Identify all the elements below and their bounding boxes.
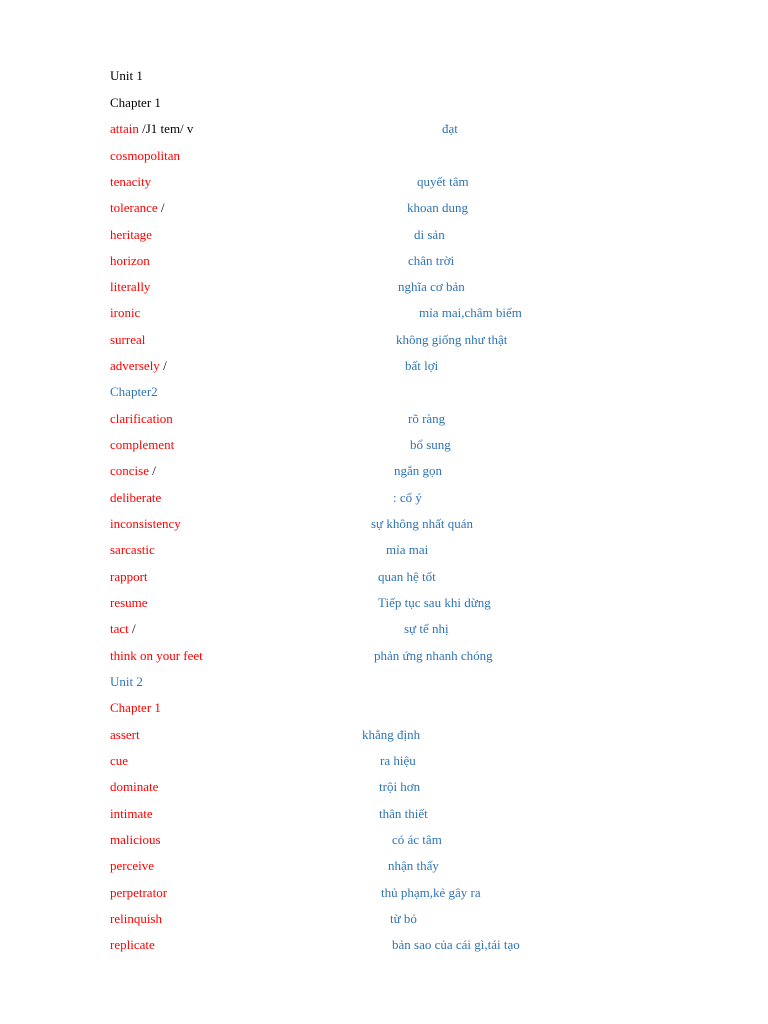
vocab-meaning: nghĩa cơ bản: [398, 279, 465, 294]
chapter-heading-2: Chapter2: [110, 384, 158, 399]
vocab-note: /: [128, 621, 136, 636]
vocab-meaning: khẳng định: [362, 727, 421, 742]
vocab-entry: [110, 568, 436, 586]
vocab-word: intimate: [110, 806, 153, 821]
vocab-word: sarcastic: [110, 542, 155, 557]
vocab-word: tact: [110, 621, 129, 636]
vocab-word: adversely: [110, 358, 160, 373]
vocab-word: cosmopolitan: [110, 148, 181, 163]
vocab-word: tenacity: [110, 174, 152, 189]
vocab-word: deliberate: [110, 490, 162, 505]
vocab-entry: [110, 778, 421, 796]
vocab-meaning: trội hơn: [379, 779, 421, 794]
vocab-meaning: rõ ràng: [408, 411, 446, 426]
vocab-meaning: bổ sung: [410, 437, 451, 452]
vocab-entry: [110, 120, 458, 138]
vocab-entry: [110, 647, 493, 665]
vocab-entry: [110, 436, 451, 454]
vocab-entry: [110, 805, 428, 823]
vocab-entry: [110, 726, 421, 744]
vocab-meaning: từ bỏ: [390, 911, 417, 926]
vocab-word: replicate: [110, 937, 155, 952]
chapter-heading-1: Chapter 1: [110, 95, 161, 110]
vocab-word: perpetrator: [110, 885, 168, 900]
vocab-word: complement: [110, 437, 175, 452]
vocab-word: malicious: [110, 832, 161, 847]
vocab-entry: [110, 541, 429, 559]
vocab-entry: [110, 752, 416, 770]
vocab-word: inconsistency: [110, 516, 181, 531]
vocab-meaning: thân thiết: [379, 806, 428, 821]
vocab-meaning: di sản: [414, 227, 445, 242]
vocab-entry: [110, 252, 455, 270]
vocab-word: rapport: [110, 569, 148, 584]
vocab-note: /: [159, 358, 167, 373]
unit-heading-1: Unit 1: [110, 68, 143, 83]
chapter-heading-3: Chapter 1: [110, 700, 161, 715]
vocab-entry: [110, 410, 446, 428]
unit-heading-2: Unit 2: [110, 674, 143, 689]
vocab-word: surreal: [110, 332, 146, 347]
vocab-note: /: [157, 200, 165, 215]
vocab-note: /J1 tem/ v: [138, 121, 194, 136]
vocab-word: ironic: [110, 305, 141, 320]
vocab-word: attain: [110, 121, 139, 136]
vocab-word: dominate: [110, 779, 159, 794]
vocab-meaning: Tiếp tục sau khi dừng: [378, 595, 491, 610]
vocab-word: heritage: [110, 227, 152, 242]
vocab-word: horizon: [110, 253, 150, 268]
vocab-entry: [110, 515, 474, 533]
vocab-entry: [110, 489, 422, 507]
vocab-entry: [110, 936, 520, 954]
vocab-meaning: bất lợi: [405, 358, 439, 373]
vocab-entry: [110, 226, 445, 244]
vocab-word: assert: [110, 727, 140, 742]
vocab-meaning: quyết tâm: [417, 174, 469, 189]
vocab-meaning: sự không nhất quán: [371, 516, 474, 531]
vocab-entry: [110, 462, 443, 480]
vocab-meaning: phản ứng nhanh chóng: [374, 648, 493, 663]
vocab-word: clarification: [110, 411, 173, 426]
vocab-word: think on your feet: [110, 648, 203, 663]
vocab-entry: [110, 199, 469, 217]
vocab-note: /: [148, 463, 156, 478]
vocab-meaning: không giống như thật: [396, 332, 508, 347]
vocab-meaning: nhận thấy: [388, 858, 439, 873]
vocab-meaning: ra hiệu: [380, 753, 416, 768]
vocab-meaning: có ác tâm: [392, 832, 442, 847]
vocab-entry: [110, 331, 508, 349]
vocab-entry: [110, 304, 522, 322]
vocab-entry: [110, 173, 469, 191]
vocab-entry: [110, 857, 439, 875]
vocab-entry: [110, 147, 180, 165]
vocab-meaning: thủ phạm,kẻ gây ra: [381, 885, 481, 900]
vocab-entry: [110, 278, 465, 296]
vocab-meaning: chân trời: [408, 253, 455, 268]
vocab-word: concise: [110, 463, 149, 478]
vocab-word: literally: [110, 279, 151, 294]
vocab-meaning: ngắn gọn: [394, 463, 443, 478]
vocab-meaning: quan hệ tốt: [378, 569, 436, 584]
vocab-word: resume: [110, 595, 148, 610]
vocab-entry: [110, 884, 481, 902]
vocab-meaning: sự tế nhị: [404, 621, 449, 636]
vocab-word: relinquish: [110, 911, 162, 926]
vocab-entry: [110, 831, 442, 849]
vocab-entry: [110, 357, 439, 375]
vocab-entry: [110, 910, 417, 928]
vocab-word: tolerance: [110, 200, 158, 215]
vocab-word: perceive: [110, 858, 155, 873]
vocab-meaning: khoan dung: [407, 200, 469, 215]
vocab-meaning: mỉa mai,châm biếm: [419, 305, 522, 320]
vocab-meaning: : cố ý: [393, 490, 422, 505]
vocab-meaning: đạt: [442, 121, 458, 136]
vocab-word: cue: [110, 753, 129, 768]
vocab-meaning: mỉa mai: [386, 542, 429, 557]
vocab-entry: [110, 620, 449, 638]
vocab-entry: [110, 594, 491, 612]
vocab-meaning: bản sao của cái gì,tái tạo: [392, 937, 520, 952]
